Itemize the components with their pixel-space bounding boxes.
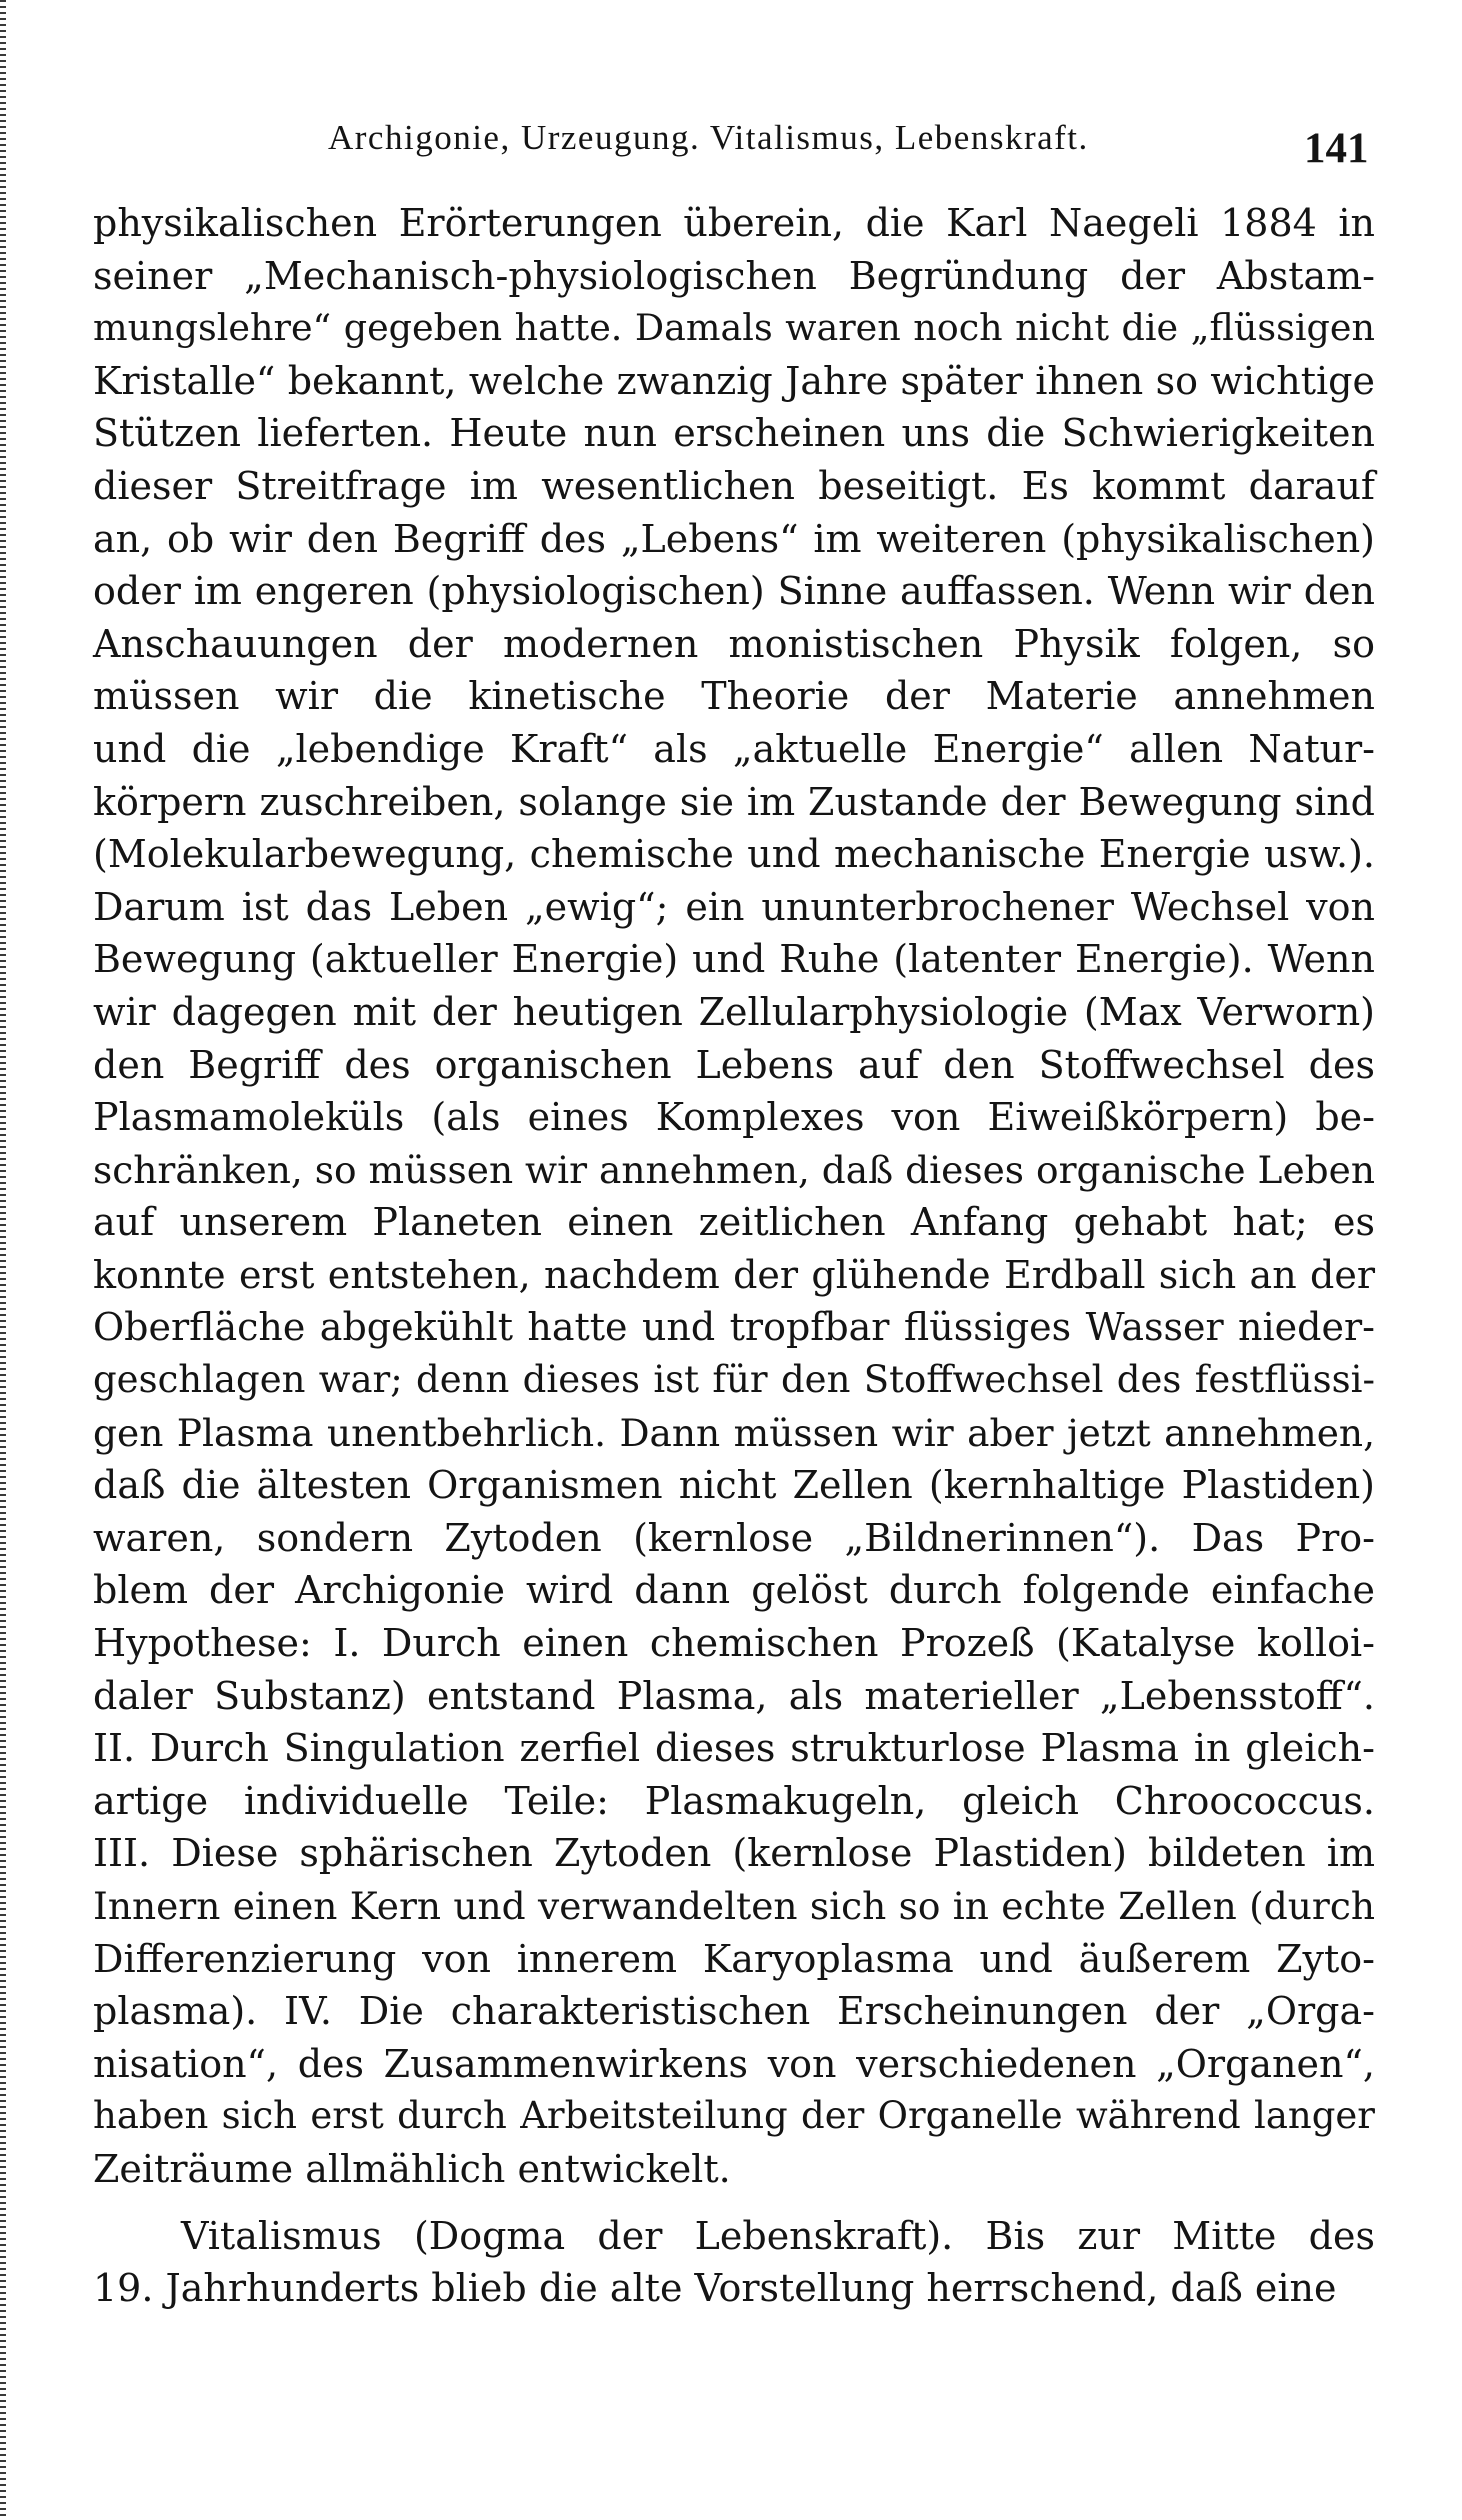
page-number: 141 bbox=[1304, 125, 1369, 172]
text-line: nisation“, des Zusammenwirkens von verschiedenen „Organen“, bbox=[93, 2041, 1375, 2086]
text-line: haben sich erst durch Arbeitsteilung der Organelle während langer bbox=[93, 2094, 1375, 2138]
text-line: Darum ist das Leben „ewig“; ein ununterbrochener Wechsel von bbox=[93, 884, 1375, 929]
text-line: Bewegung (aktueller Energie) und Ruhe (latenter Energie). Wenn bbox=[93, 937, 1375, 982]
text-line: dieser Streitfrage im wesentlichen beseitigt. Es kommt darauf bbox=[93, 463, 1375, 508]
text-line: waren, sondern Zytoden (kernlose „Bildnerinnen“). Das Pro- bbox=[93, 1515, 1375, 1560]
scan-binding-edge bbox=[0, 0, 6, 2520]
text-line: artige individuelle Teile: Plasmakugeln, gleich Chroococcus. bbox=[93, 1778, 1375, 1823]
text-line: schränken, so müssen wir annehmen, daß dieses organische Leben bbox=[93, 1147, 1375, 1192]
text-line: Kristalle“ bekannt, welche zwanzig Jahre später ihnen so wichtige bbox=[93, 358, 1375, 403]
text-line: III. Diese sphärischen Zytoden (kernlose Plastiden) bildeten im bbox=[93, 1831, 1375, 1876]
text-line: 19. Jahrhunderts blieb die alte Vorstellung herrschend, daß eine bbox=[93, 2266, 1337, 2311]
text-line: Innern einen Kern und verwandelten sich so in echte Zellen (durch bbox=[93, 1884, 1375, 1928]
body-text bbox=[93, 197, 1375, 2315]
text-line: auf unserem Planeten einen zeitlichen Anfang gehabt hat; es bbox=[93, 1200, 1375, 1245]
text-line: konnte erst entstehen, nachdem der glühende Erdball sich an der bbox=[93, 1252, 1375, 1297]
text-line: Differenzierung von innerem Karyoplasma und äußerem Zyto- bbox=[93, 1936, 1375, 1981]
text-line: plasma). IV. Die charakteristischen Erscheinungen der „Orga- bbox=[93, 1989, 1375, 2034]
text-line: Vitalismus (Dogma der Lebenskraft). Bis zur Mitte des bbox=[181, 2213, 1375, 2258]
text-line: oder im engeren (physiologischen) Sinne auffassen. Wenn wir den bbox=[93, 569, 1375, 614]
text-line: geschlagen war; denn dieses ist für den Stoffwechsel des festflüssi- bbox=[93, 1358, 1375, 1402]
text-line: daler Substanz) entstand Plasma, als materieller „Lebensstoff“. bbox=[93, 1673, 1375, 1718]
paragraph bbox=[93, 197, 1375, 2196]
text-line: wir dagegen mit der heutigen Zellularphysiologie (Max Verworn) bbox=[93, 989, 1375, 1034]
text-line: physikalischen Erörterungen überein, die Karl Naegeli 1884 in bbox=[93, 201, 1375, 245]
text-line: II. Durch Singulation zerfiel dieses strukturlose Plasma in gleich- bbox=[93, 1726, 1375, 1771]
text-line: Plasmamoleküls (als eines Komplexes von Eiweißkörpern) be- bbox=[93, 1095, 1375, 1140]
text-line: gen Plasma unentbehrlich. Dann müssen wir aber jetzt annehmen, bbox=[93, 1410, 1375, 1455]
text-line: seiner „Mechanisch-physiologischen Begründung der Abstam- bbox=[93, 253, 1375, 298]
text-line: an, ob wir den Begriff des „Lebens“ im weiteren (physikalischen) bbox=[93, 516, 1375, 561]
text-line: blem der Archigonie wird dann gelöst durch folgende einfache bbox=[93, 1568, 1375, 1613]
text-line: Zeiträume allmählich entwickelt. bbox=[93, 2146, 731, 2191]
text-line: körpern zuschreiben, solange sie im Zustande der Bewegung sind bbox=[93, 779, 1375, 824]
text-line: mungslehre“ gegeben hatte. Damals waren noch nicht die „flüssigen bbox=[93, 306, 1375, 350]
paragraph bbox=[93, 2210, 1375, 2315]
running-head: Archigonie, Urzeugung. Vitalismus, Lebenskraft. bbox=[328, 118, 1089, 157]
text-line: den Begriff des organischen Lebens auf den Stoffwechsel des bbox=[93, 1042, 1375, 1087]
text-line: Oberfläche abgekühlt hatte und tropfbar flüssiges Wasser nieder- bbox=[93, 1305, 1375, 1350]
text-line: Anschauungen der modernen monistischen Physik folgen, so bbox=[93, 621, 1375, 666]
text-line: und die „lebendige Kraft“ als „aktuelle Energie“ allen Natur- bbox=[93, 726, 1375, 771]
text-line: Hypothese: I. Durch einen chemischen Prozeß (Katalyse kolloi- bbox=[93, 1621, 1375, 1666]
text-line: daß die ältesten Organismen nicht Zellen (kernhaltige Plastiden) bbox=[93, 1463, 1375, 1508]
text-line: (Molekularbewegung, chemische und mechanische Energie usw.). bbox=[93, 832, 1375, 877]
text-line: müssen wir die kinetische Theorie der Materie annehmen bbox=[93, 674, 1375, 719]
text-line: Stützen lieferten. Heute nun erscheinen uns die Schwierigkeiten bbox=[93, 411, 1375, 456]
